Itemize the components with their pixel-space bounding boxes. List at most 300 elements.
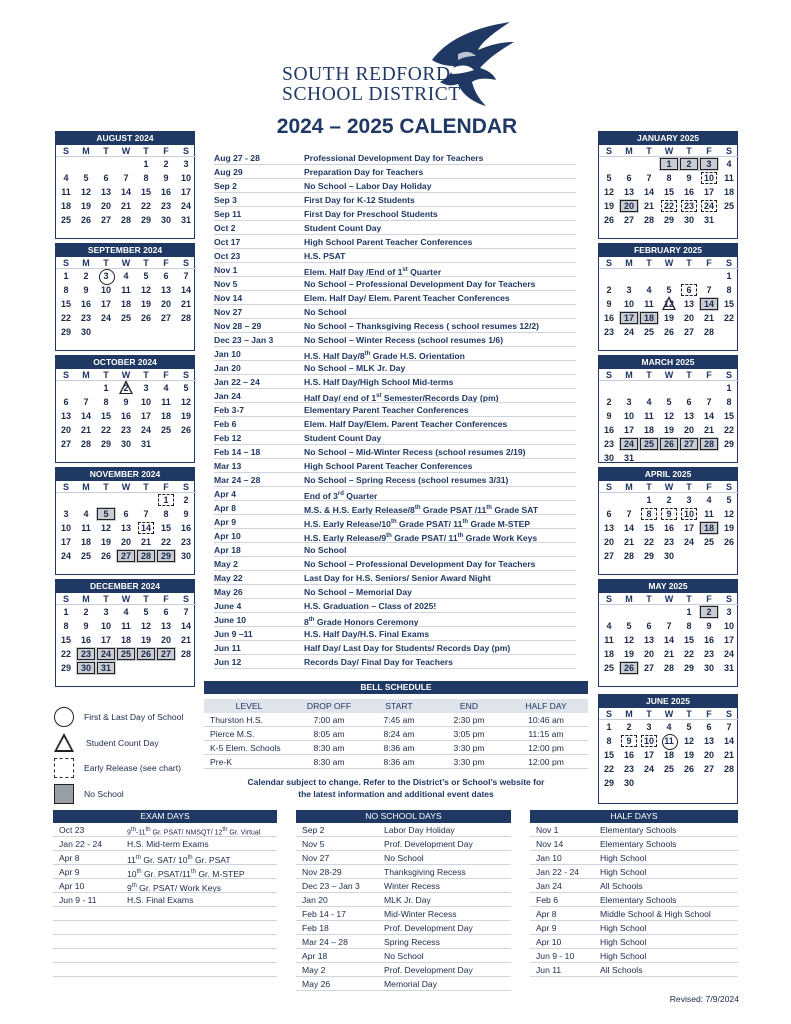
event-date: Aug 27 - 28 (214, 153, 260, 163)
row-date: Apr 8 (536, 909, 557, 919)
calendar-note-line2: the latest information and additional event dates (298, 789, 494, 799)
calendar-day: 11 (604, 635, 614, 645)
empty-day (619, 381, 639, 395)
calendar-day: 12 (659, 297, 679, 311)
empty-day (56, 493, 76, 507)
calendar-day: 11 (61, 187, 71, 197)
empty-day (56, 157, 76, 171)
event-date: Oct 23 (214, 251, 241, 261)
calendar-day: 20 (160, 635, 171, 645)
calendar-day: 4 (726, 159, 732, 169)
bell-row (204, 713, 588, 727)
calendar-day: 3 (103, 607, 109, 617)
table-row (296, 977, 511, 991)
empty-day (599, 381, 619, 395)
row-date: Dec 23 – Jan 3 (302, 881, 360, 891)
calendar-day: 17 (703, 187, 714, 197)
calendar-day: 7 (143, 509, 149, 519)
month-grid (599, 145, 737, 227)
event-date: Jun 12 (214, 657, 242, 667)
calendar-day: 1 (103, 383, 109, 393)
event-row (214, 179, 576, 193)
calendar-day: 26 (80, 215, 91, 225)
weekday-header: M (619, 708, 639, 720)
calendar-day: 15 (683, 635, 694, 645)
weekday-header: M (619, 257, 639, 269)
empty-day (699, 381, 719, 395)
weekday-header: S (176, 257, 196, 269)
calendar-day: 8 (726, 397, 732, 407)
calendar-day: 9 (83, 621, 89, 631)
calendar-day: 6 (163, 607, 169, 617)
calendar-day: 15 (140, 187, 151, 197)
event-date: Sep 2 (214, 181, 237, 191)
bell-cell: 7:00 am (313, 715, 345, 725)
row-description (127, 963, 277, 976)
empty-day (116, 493, 136, 507)
event-description: Records Day/ Final Day for Teachers (304, 657, 453, 667)
calendar-day: 13 (60, 411, 71, 421)
calendar-day: 7 (726, 722, 732, 732)
event-description: First Day for Preschool Students (304, 209, 438, 219)
calendar-day: 21 (703, 313, 714, 323)
bell-schedule-title: BELL SCHEDULE (204, 681, 588, 694)
calendar-day: 5 (83, 173, 89, 183)
weekday-header: S (56, 145, 76, 157)
event-row (214, 375, 576, 389)
calendar-day: 19 (663, 425, 674, 435)
event-description: Student Count Day (304, 433, 382, 443)
bell-cell: 7:45 am (383, 715, 415, 725)
calendar-day: 17 (619, 311, 639, 325)
calendar-day: 18 (120, 299, 131, 309)
calendar-day: 19 (603, 201, 614, 211)
calendar-day: 14 (80, 411, 91, 421)
calendar-day: 16 (80, 299, 91, 309)
weekday-header: W (659, 257, 679, 269)
calendar-day: 25 (663, 764, 674, 774)
empty-day (96, 493, 116, 507)
calendar-day: 9 (123, 397, 129, 407)
calendar-day: 15 (603, 750, 614, 760)
calendar-day: 8 (63, 621, 69, 631)
calendar-day: 19 (723, 523, 734, 533)
calendar-day: 26 (659, 437, 679, 451)
calendar-day: 27 (100, 215, 111, 225)
calendar-day: 19 (623, 649, 634, 659)
calendar-day: 15 (60, 299, 71, 309)
calendar-day: 19 (663, 313, 674, 323)
calendar-note-line1: Calendar subject to change. Refer to the District’s or School’s website for (247, 777, 545, 787)
no-school-days-title: NO SCHOOL DAYS (296, 810, 511, 823)
empty-day (659, 605, 679, 619)
calendar-day: 1 (686, 607, 692, 617)
calendar-day: 12 (80, 187, 91, 197)
event-row (214, 487, 576, 501)
event-date: Feb 12 (214, 433, 242, 443)
event-description: H.S. Half Day/8th Grade H.S. Orientation (304, 350, 465, 360)
calendar-day: 30 (703, 663, 714, 673)
event-date: Aug 29 (214, 167, 243, 177)
weekday-header: F (156, 593, 176, 605)
calendar-day: 16 (160, 187, 171, 197)
calendar-day: 16 (120, 411, 131, 421)
calendar-day: 25 (703, 537, 714, 547)
row-description: Elementary Schools (600, 825, 677, 835)
calendar-day: 3 (626, 397, 632, 407)
bell-cell: 8:36 am (383, 743, 415, 753)
calendar-day: 5 (666, 285, 672, 295)
weekday-header: W (116, 257, 136, 269)
calendar-day: 14 (120, 187, 131, 197)
calendar-day: 27 (603, 551, 614, 561)
event-row (214, 319, 576, 333)
calendar-day: 10 (699, 171, 719, 185)
event-date: Nov 5 (214, 279, 238, 289)
row-description: No School (384, 853, 424, 863)
row-description: H.S. Mid-term Exams (127, 839, 209, 849)
table-row (53, 823, 277, 837)
calendar-day: 22 (683, 649, 694, 659)
table-row (53, 851, 277, 865)
calendar-day: 18 (120, 635, 131, 645)
table-row (296, 921, 511, 935)
calendar-day: 14 (180, 285, 191, 295)
calendar-day: 15 (663, 187, 674, 197)
calendar-day: 14 (699, 297, 719, 311)
bell-cell: 10:46 am (528, 715, 564, 725)
month-title: MARCH 2025 (599, 356, 737, 369)
calendar-day: 21 (140, 537, 151, 547)
weekday-header: F (156, 369, 176, 381)
calendar-day: 13 (683, 299, 694, 309)
row-description: All Schools (600, 965, 643, 975)
calendar-day: 15 (60, 635, 71, 645)
month-title: AUGUST 2024 (56, 132, 194, 145)
month-title: SEPTEMBER 2024 (56, 244, 194, 257)
table-row (296, 893, 511, 907)
calendar-day: 27 (160, 313, 171, 323)
bell-cell: 3:30 pm (453, 757, 485, 767)
weekday-header: T (679, 145, 699, 157)
row-date: Feb 18 (302, 923, 329, 933)
month-october-2024 (55, 355, 195, 463)
weekday-header: W (116, 593, 136, 605)
weekday-header: T (679, 257, 699, 269)
bell-cell: 3:05 pm (453, 729, 485, 739)
half-days-title: HALF DAYS (530, 810, 738, 823)
bell-cell: Thurston H.S. (210, 715, 264, 725)
calendar-day: 6 (626, 173, 632, 183)
event-description: Elem. Half Day/Elem. Parent Teacher Conferences (304, 419, 508, 429)
event-row (214, 543, 576, 557)
bell-header-cell: END (459, 701, 479, 711)
calendar-day: 24 (683, 537, 694, 547)
weekday-header: F (699, 593, 719, 605)
calendar-day: 29 (100, 439, 111, 449)
row-date: Jan 10 (536, 853, 562, 863)
event-description: M.S. & H.S. Early Release/8th Grade PSAT /11th Grade SAT (304, 504, 539, 514)
table-row (530, 949, 738, 963)
calendar-day: 17 (623, 425, 634, 435)
weekday-header: S (719, 257, 739, 269)
calendar-day: 16 (180, 523, 191, 533)
calendar-day: 12 (140, 621, 151, 631)
event-description: Elem. Half Day/ Elem. Parent Teacher Conferences (304, 293, 510, 303)
no-school-days-rows (296, 823, 511, 991)
event-description: H.S. Half Day/H.S. Final Exams (304, 629, 430, 639)
calendar-day: 29 (603, 778, 614, 788)
weekday-header: S (176, 593, 196, 605)
event-date: Oct 2 (214, 223, 236, 233)
calendar-day: 25 (603, 663, 614, 673)
weekday-header: T (136, 145, 156, 157)
month-title: JUNE 2025 (599, 695, 737, 708)
event-date: Apr 8 (214, 503, 236, 513)
row-description: Labor Day Holiday (384, 825, 455, 835)
calendar-day: 2 (83, 271, 89, 281)
exam-days-table (53, 810, 277, 977)
event-row (214, 389, 576, 403)
calendar-day: 22 (100, 425, 111, 435)
calendar-day: 16 (603, 313, 614, 323)
half-days-rows (530, 823, 738, 977)
weekday-header: T (96, 481, 116, 493)
month-january-2025 (598, 131, 738, 239)
calendar-day: 10 (180, 173, 191, 183)
event-row (214, 403, 576, 417)
event-description: No School – MLK Jr. Day (304, 363, 406, 373)
weekday-header: T (639, 593, 659, 605)
calendar-day: 11 (161, 397, 171, 407)
table-row (530, 851, 738, 865)
event-description: Preparation Day for Teachers (304, 167, 424, 177)
calendar-day: 28 (643, 215, 654, 225)
row-date (53, 949, 127, 962)
calendar-day: 19 (100, 537, 111, 547)
calendar-day: 5 (726, 495, 732, 505)
month-april-2025 (598, 467, 738, 575)
weekday-header: S (56, 369, 76, 381)
weekday-header: W (659, 369, 679, 381)
table-row (53, 837, 277, 851)
calendar-day: 21 (80, 425, 91, 435)
calendar-day: 21 (663, 649, 674, 659)
weekday-header: F (156, 257, 176, 269)
table-row (296, 851, 511, 865)
bell-cell: 8:36 am (383, 757, 415, 767)
legend-early-release (54, 758, 181, 778)
calendar-day: 30 (80, 327, 91, 337)
calendar-day: 11 (121, 285, 131, 295)
calendar-day: 7 (706, 285, 712, 295)
calendar-day: 28 (699, 437, 719, 451)
event-date: Apr 18 (214, 545, 241, 555)
bell-header-cell: DROP OFF (306, 701, 352, 711)
calendar-day: 3 (96, 269, 116, 283)
calendar-day: 3 (143, 383, 149, 393)
empty-day (639, 381, 659, 395)
row-description: High School (600, 937, 647, 947)
calendar-day: 16 (703, 635, 714, 645)
calendar-day: 28 (120, 215, 131, 225)
calendar-day: 8 (726, 285, 732, 295)
row-description (127, 935, 277, 948)
calendar-day: 15 (160, 523, 171, 533)
calendar-day: 12 (683, 736, 694, 746)
month-title: FEBRUARY 2025 (599, 244, 737, 257)
calendar-day: 8 (163, 509, 169, 519)
calendar-day: 22 (643, 537, 654, 547)
month-grid (599, 369, 737, 465)
month-grid (56, 369, 194, 451)
event-description: Professional Development Day for Teachers (304, 153, 484, 163)
calendar-day: 9 (619, 734, 639, 748)
calendar-day: 10 (723, 621, 734, 631)
calendar-day: 14 (703, 411, 714, 421)
calendar-day: 22 (723, 425, 734, 435)
calendar-day: 25 (643, 327, 654, 337)
row-date: Nov 28-29 (302, 867, 342, 877)
empty-day (56, 381, 76, 395)
row-date: Nov 27 (302, 853, 330, 863)
event-date: Nov 27 (214, 307, 243, 317)
event-row (214, 249, 576, 263)
calendar-day: 28 (623, 551, 634, 561)
weekday-header: T (639, 481, 659, 493)
calendar-day: 28 (663, 663, 674, 673)
calendar-day: 23 (703, 649, 714, 659)
calendar-day: 5 (96, 507, 116, 521)
month-title: JANUARY 2025 (599, 132, 737, 145)
bell-schedule-rows (204, 713, 588, 769)
event-date: Nov 28 – 29 (214, 321, 262, 331)
event-date: Jun 11 (214, 643, 241, 653)
event-row (214, 235, 576, 249)
table-row (530, 935, 738, 949)
calendar-day: 2 (666, 495, 672, 505)
calendar-day: 29 (156, 549, 176, 563)
calendar-day: 22 (140, 201, 151, 211)
calendar-day: 21 (180, 299, 191, 309)
calendar-day: 9 (659, 507, 679, 521)
event-description: No School – Thanksgiving Recess ( school resumes 12/2) (304, 321, 539, 331)
calendar-day: 11 (644, 299, 654, 309)
row-date: Jan 24 (536, 881, 562, 891)
event-description: H.S. Early Release/10th Grade PSAT/ 11th Grade M-STEP (304, 518, 531, 528)
calendar-day: 27 (683, 327, 694, 337)
calendar-day: 9 (606, 411, 612, 421)
calendar-day: 29 (723, 439, 734, 449)
event-date: Jan 24 (214, 391, 241, 401)
month-title: DECEMBER 2024 (56, 580, 194, 593)
weekday-header: S (719, 593, 739, 605)
calendar-day: 17 (140, 411, 151, 421)
calendar-day: 5 (626, 621, 632, 631)
legend-first-last (54, 707, 183, 727)
calendar-day: 24 (623, 327, 634, 337)
calendar-day: 2 (679, 157, 699, 171)
month-grid (56, 145, 194, 227)
bell-cell: 8:05 am (313, 729, 345, 739)
row-description: High School (600, 951, 647, 961)
calendar-day: 19 (140, 299, 151, 309)
calendar-day: 4 (706, 495, 712, 505)
event-date: Nov 14 (214, 293, 243, 303)
calendar-day: 24 (96, 647, 116, 661)
calendar-day: 14 (623, 523, 634, 533)
table-row (53, 921, 277, 935)
calendar-day: 1 (606, 722, 612, 732)
event-row (214, 221, 576, 235)
weekday-header: T (679, 481, 699, 493)
legend-first-last-label: First & Last Day of School (84, 712, 184, 722)
calendar-day: 27 (156, 647, 176, 661)
weekday-header: F (699, 257, 719, 269)
calendar-day: 7 (183, 607, 189, 617)
calendar-day: 31 (723, 663, 734, 673)
empty-day (599, 269, 619, 283)
calendar-day: 26 (136, 647, 156, 661)
calendar-day: 21 (623, 537, 634, 547)
calendar-day: 17 (60, 537, 71, 547)
weekday-header: S (56, 481, 76, 493)
calendar-day: 23 (160, 201, 171, 211)
calendar-day: 16 (80, 635, 91, 645)
legend-no-school-label: No School (84, 789, 124, 799)
empty-day (659, 381, 679, 395)
empty-day (639, 157, 659, 171)
calendar-day: 10 (60, 523, 71, 533)
bell-schedule-header (204, 699, 588, 713)
row-date: Feb 6 (536, 895, 558, 905)
gray-square-icon (54, 784, 74, 804)
bell-row (204, 755, 588, 769)
event-date: Mar 13 (214, 461, 242, 471)
calendar-day: 8 (639, 507, 659, 521)
event-description: Half Day/ Last Day for Students/ Records Day (pm) (304, 643, 511, 653)
calendar-day: 27 (679, 437, 699, 451)
weekday-header: S (719, 369, 739, 381)
legend-count-day (54, 733, 159, 753)
event-date: Jan 10 (214, 349, 241, 359)
calendar-day: 7 (666, 621, 672, 631)
calendar-day: 8 (143, 173, 149, 183)
calendar-day: 8 (666, 173, 672, 183)
table-row (530, 907, 738, 921)
event-row (214, 277, 576, 291)
calendar-day: 30 (160, 215, 171, 225)
calendar-day: 1 (726, 383, 732, 393)
event-row (214, 165, 576, 179)
event-description: High School Parent Teacher Conferences (304, 461, 473, 471)
event-date: Apr 9 (214, 517, 236, 527)
month-september-2024 (55, 243, 195, 351)
empty-day (619, 605, 639, 619)
calendar-day: 10 (100, 285, 111, 295)
event-row (214, 501, 576, 515)
calendar-day: 26 (619, 661, 639, 675)
calendar-day: 24 (100, 313, 111, 323)
calendar-day: 14 (663, 635, 674, 645)
event-description: First Day for K-12 Students (304, 195, 415, 205)
calendar-day: 5 (606, 173, 612, 183)
empty-day (659, 269, 679, 283)
weekday-header: F (699, 481, 719, 493)
event-description: No School – Labor Day Holiday (304, 181, 432, 191)
event-row (214, 641, 576, 655)
weekday-header: T (136, 593, 156, 605)
